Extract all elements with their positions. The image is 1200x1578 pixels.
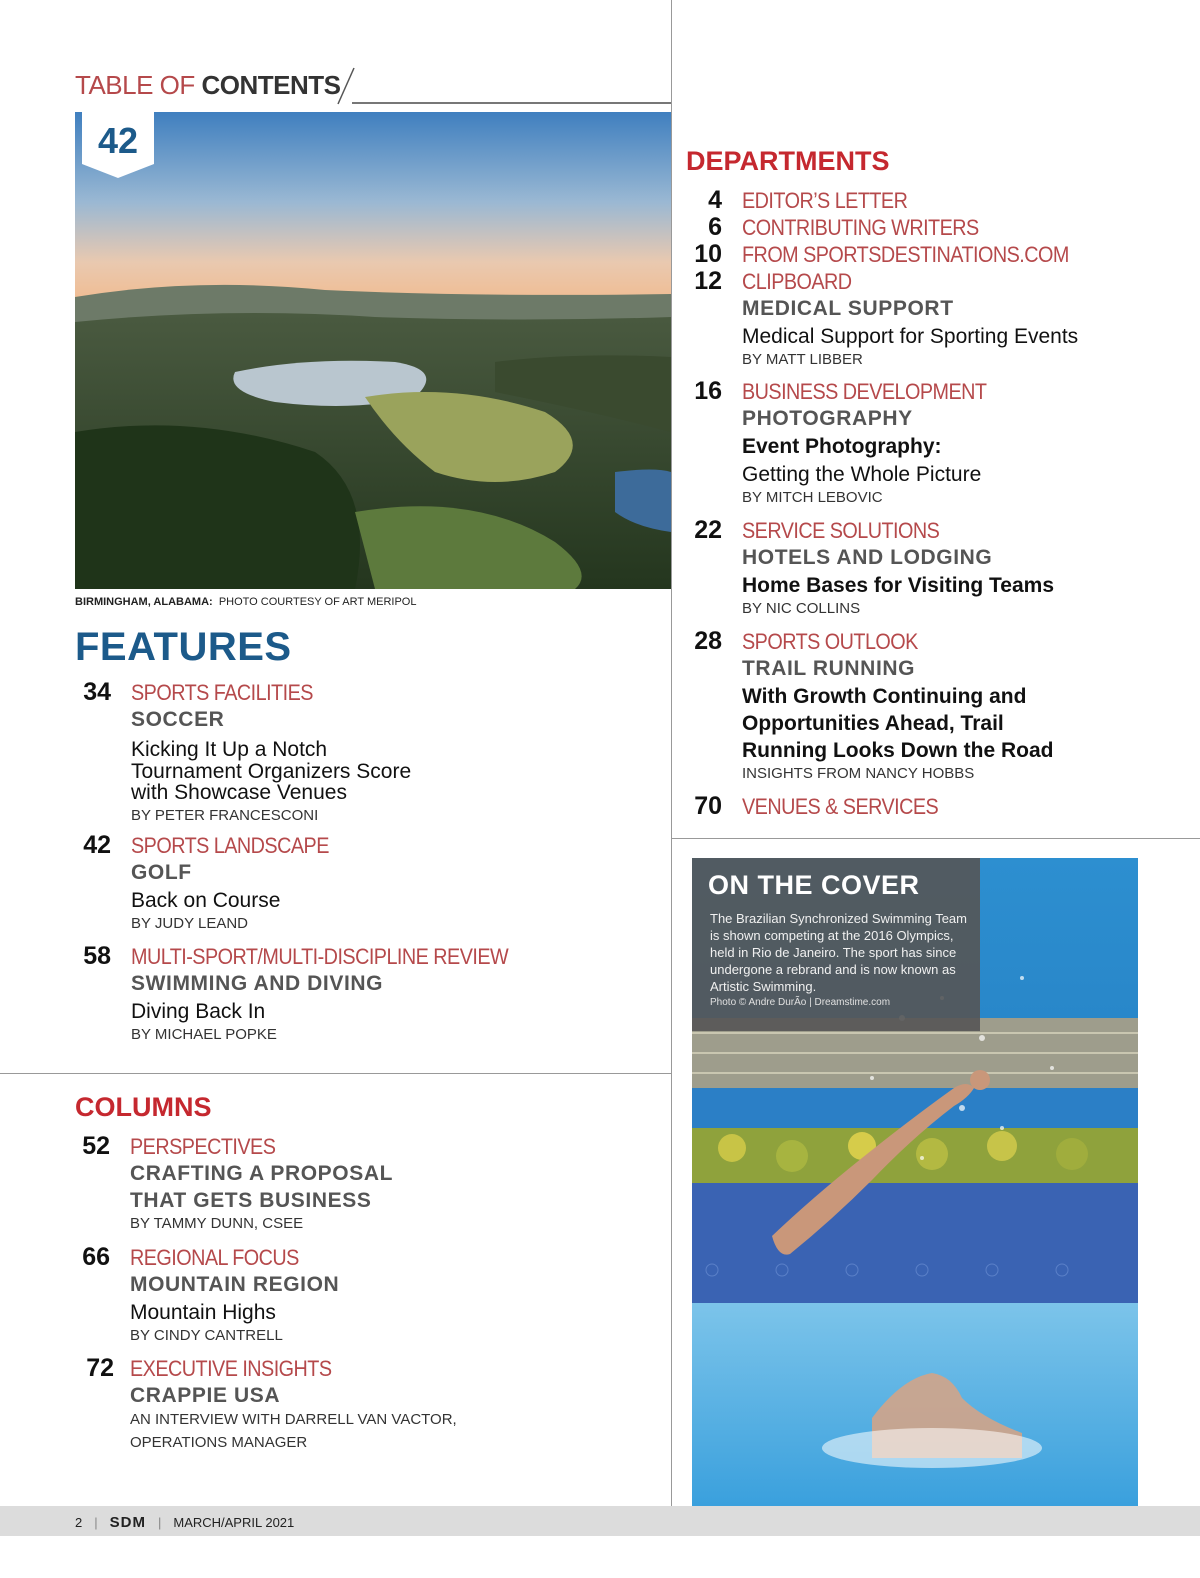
caption-credit: PHOTO COURTESY OF ART MERIPOL (218, 596, 417, 608)
hero-photo-birmingham (75, 112, 671, 589)
page-badge-number: 42 (97, 120, 139, 161)
entry-page-number: 34 (83, 678, 111, 706)
entry-category: REGIONAL FOCUS (130, 1245, 299, 1270)
entry-page-number: 4 (708, 186, 722, 214)
entry-headline: Event Photography: (742, 435, 942, 458)
entry-topic: CRAPPIE USA (130, 1384, 281, 1407)
departments-title: DEPARTMENTS (686, 146, 890, 176)
entry-byline: BY MITCH LEBOVIC (742, 489, 883, 506)
entry-headline: Running Looks Down the Road (742, 739, 1054, 762)
cover-photo-credit: Photo © Andre DurÃo | Dreamstime.com (710, 997, 891, 1008)
entry-byline: BY CINDY CANTRELL (130, 1327, 283, 1344)
entry-subheadline: Tournament Organizers Score (131, 760, 412, 783)
entry-topic: SOCCER (131, 708, 225, 731)
table-of-contents-title (75, 70, 341, 101)
entry-page-number: 70 (694, 792, 722, 820)
entry-byline: OPERATIONS MANAGER (130, 1434, 308, 1451)
entry-category: SPORTS FACILITIES (131, 680, 313, 705)
entry-category: SERVICE SOLUTIONS (742, 518, 940, 543)
entry-category: EDITOR’S LETTER (742, 188, 908, 213)
entry-topic: HOTELS AND LODGING (742, 546, 993, 569)
entry-page-number: 22 (694, 516, 722, 544)
cover-description: The Brazilian Synchronized Swimming Team is shown competing at the 2016 Olympics, held in Rio de Janeiro. The sport has since undergone a rebrand and is now known as Artistic Swimming. (710, 911, 967, 994)
cover-title: ON THE COVER (708, 870, 920, 900)
entry-page-number: 72 (86, 1354, 114, 1382)
footer: 2 | SDM | MARCH/APRIL 2021 (75, 1514, 295, 1531)
photo-caption (75, 596, 416, 608)
entry-page-number: 16 (694, 377, 722, 405)
entry-page-number: 28 (694, 627, 722, 655)
entry-topic: CRAFTING A PROPOSAL (130, 1162, 394, 1185)
entry-byline: BY TAMMY DUNN, CSEE (130, 1215, 304, 1232)
toc-title-light: TABLE OF (75, 70, 202, 100)
entry-headline: With Growth Continuing and (742, 685, 1027, 708)
entry-byline: BY JUDY LEAND (131, 915, 248, 932)
entry-byline: AN INTERVIEW WITH DARRELL VAN VACTOR, (130, 1411, 457, 1428)
entry-topic: THAT GETS BUSINESS (130, 1189, 372, 1212)
caption-place: BIRMINGHAM, ALABAMA: (75, 596, 213, 608)
entry-subheadline: with Showcase Venues (131, 781, 347, 804)
entry-category: SPORTS OUTLOOK (742, 629, 918, 654)
entry-byline: BY PETER FRANCESCONI (131, 807, 319, 824)
columns-title: COLUMNS (75, 1092, 212, 1122)
departments-cover-divider (672, 838, 1200, 839)
entry-headline: Kicking It Up a Notch (131, 738, 328, 761)
entry-category: SPORTS LANDSCAPE (131, 833, 329, 858)
entry-category: BUSINESS DEVELOPMENT (742, 379, 987, 404)
entry-page-number: 10 (694, 240, 722, 268)
footer-publication: SDM (109, 1514, 146, 1531)
entry-category: CONTRIBUTING WRITERS (742, 215, 979, 240)
entry-category: PERSPECTIVES (130, 1134, 276, 1159)
entry-headline: Back on Course (131, 889, 281, 912)
entry-byline: BY MATT LIBBER (742, 351, 863, 368)
entry-page-number: 42 (83, 831, 111, 859)
features-title: FEATURES (75, 625, 292, 669)
entry-page-number: 58 (83, 942, 111, 970)
entry-topic: GOLF (131, 861, 192, 884)
entry-category: CLIPBOARD (742, 269, 852, 294)
entry-topic: MEDICAL SUPPORT (742, 297, 954, 320)
entry-headline: Mountain Highs (130, 1301, 276, 1324)
toc-title-bold: CONTENTS (201, 70, 341, 100)
entry-headline: Diving Back In (131, 1000, 266, 1023)
entry-topic: MOUNTAIN REGION (130, 1273, 340, 1296)
entry-headline: Opportunities Ahead, Trail (742, 712, 1004, 735)
entry-headline: Home Bases for Visiting Teams (742, 574, 1054, 597)
entry-page-number: 6 (708, 213, 722, 241)
entry-topic: TRAIL RUNNING (742, 657, 916, 680)
entry-byline: BY NIC COLLINS (742, 600, 861, 617)
entry-category: MULTI-SPORT/MULTI-DISCIPLINE REVIEW (131, 944, 509, 969)
entry-category: FROM SPORTSDESTINATIONS.COM (742, 242, 1069, 267)
header-rule (352, 102, 672, 104)
page-badge (82, 112, 154, 178)
entry-topic: PHOTOGRAPHY (742, 407, 913, 430)
entry-headline: Medical Support for Sporting Events (742, 325, 1079, 348)
entry-byline: BY MICHAEL POPKE (131, 1026, 277, 1043)
features-columns-divider (0, 1073, 672, 1074)
entry-page-number: 12 (694, 267, 722, 295)
footer-page-number: 2 (75, 1515, 83, 1530)
entry-page-number: 52 (82, 1132, 110, 1160)
slash-divider-icon (332, 66, 358, 106)
entry-byline: INSIGHTS FROM NANCY HOBBS (742, 765, 975, 782)
footer-issue: MARCH/APRIL 2021 (173, 1515, 295, 1530)
entry-topic: SWIMMING AND DIVING (131, 972, 384, 995)
entry-page-number: 66 (82, 1243, 110, 1271)
entry-category: VENUES & SERVICES (742, 794, 939, 819)
entry-category: EXECUTIVE INSIGHTS (130, 1356, 332, 1381)
entry-headline: Getting the Whole Picture (742, 463, 982, 486)
